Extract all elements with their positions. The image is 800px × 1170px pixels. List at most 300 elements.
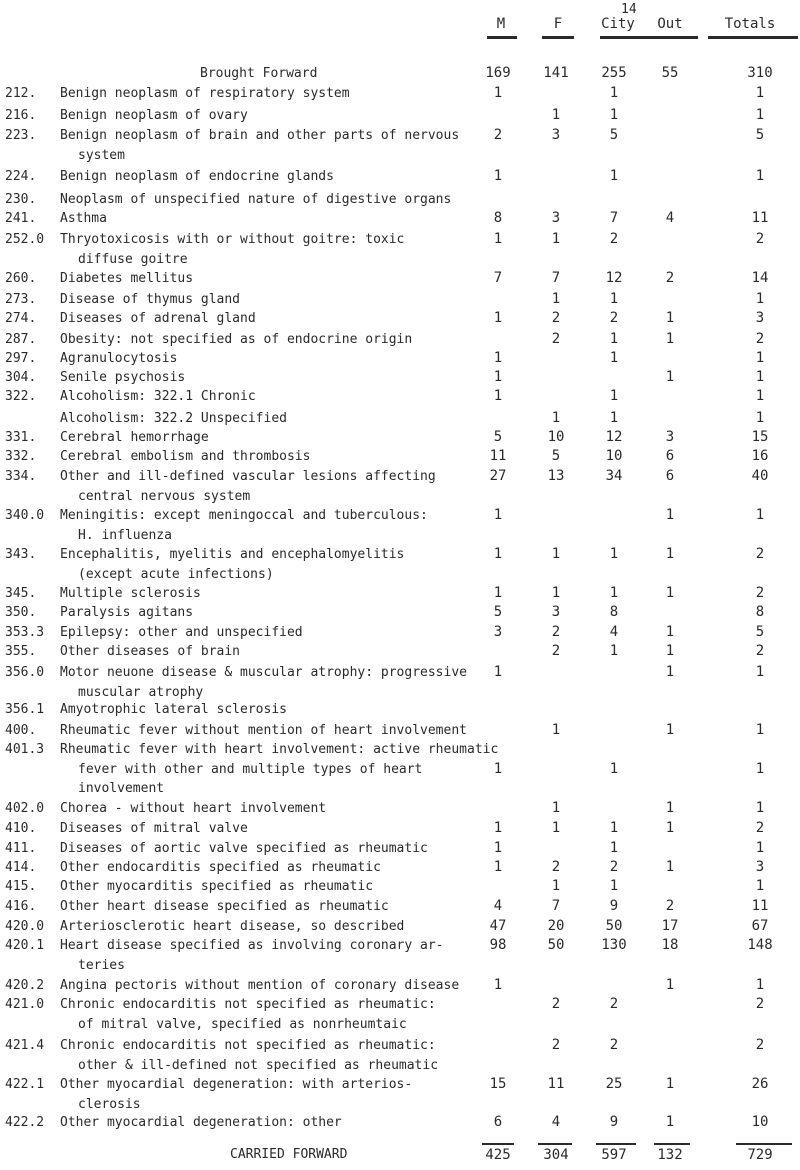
brought-forward-city: 255 [601,65,627,81]
footer-rule-out [654,1143,690,1145]
row-code: 356.1 [5,702,45,717]
row-code: 224. [5,169,37,184]
table-row [0,584,800,604]
cell-total: 1 [755,800,765,816]
cell-m: 1 [493,168,503,184]
table-row [0,877,800,897]
cell-m: 1 [493,820,503,836]
cell-f: 3 [551,210,561,226]
cell-f: 1 [551,410,561,426]
cell-out: 1 [665,820,675,836]
row-label: Chorea - without heart involvement [60,801,327,816]
cell-f: 7 [551,898,561,914]
cell-city: 1 [609,585,619,601]
row-code: 252.0 [5,232,45,247]
table-row [0,190,800,210]
row-label: Other heart disease specified as rheumatic [60,899,389,914]
cell-f: 10 [547,429,565,445]
cell-out: 1 [665,800,675,816]
table-row [0,995,800,1034]
cell-m: 6 [493,1114,503,1130]
cell-f: 1 [551,820,561,836]
row-label: Other and ill-defined vascular lesions affecting [60,469,436,484]
table-row [0,349,800,369]
footer-rule-m [482,1143,514,1145]
row-label: fever with other and multiple types of heart [78,761,423,777]
cell-m: 5 [493,429,503,445]
cell-city: 1 [609,85,619,101]
cell-out: 6 [665,448,675,464]
cell-city: 1 [609,410,619,426]
header-m: M [496,16,506,32]
footer-rule-total [736,1143,792,1145]
row-code: 422.1 [5,1077,45,1092]
cell-f: 11 [547,1076,565,1092]
row-code: 402.0 [5,801,45,816]
row-label: Angina pectoris without mention of coronary disease [60,978,460,993]
cell-m: 1 [493,231,503,247]
row-label: Chronic endocarditis not specified as rheumatic: [60,1038,436,1053]
cell-city: 12 [605,429,623,445]
cell-out: 1 [665,664,675,680]
cell-out: 1 [665,624,675,640]
table-row [0,467,800,506]
row-code: 332. [5,449,37,464]
cell-out: 1 [665,331,675,347]
cell-m: 1 [493,859,503,875]
row-code: 331. [5,430,37,445]
cell-city: 34 [605,468,623,484]
cell-city: 1 [609,107,619,123]
cell-f: 5 [551,448,561,464]
cell-total: 5 [755,624,765,640]
cell-total: 2 [755,231,765,247]
row-code: 273. [5,292,37,307]
row-code: 356.0 [5,665,45,680]
row-label: central nervous system [78,488,251,504]
row-label: Alcoholism: 322.1 Chronic [60,389,256,404]
row-label: Rheumatic fever without mention of heart involvement [60,723,467,738]
cell-total: 1 [755,664,765,680]
cell-total: 10 [751,1114,769,1130]
cell-total: 16 [751,448,769,464]
cell-city: 1 [609,168,619,184]
row-label: Chronic endocarditis not specified as rheumatic: [60,997,436,1012]
row-label: of mitral valve, specified as nonrheumtaic [78,1016,407,1032]
brought-forward-f: 141 [543,65,569,81]
cell-out: 1 [665,643,675,659]
cell-m: 1 [493,310,503,326]
cell-city: 9 [609,898,619,914]
cell-f: 1 [551,878,561,894]
cell-f: 2 [551,643,561,659]
table-row [0,642,800,662]
cell-city: 1 [609,546,619,562]
cell-city: 25 [605,1076,623,1092]
table-row [0,330,800,350]
cell-out: 2 [665,898,675,914]
row-code: 401.3 [5,742,45,757]
table-row [0,387,800,407]
row-label: Asthma [60,211,107,226]
row-code: 343. [5,547,37,562]
row-label: Other diseases of brain [60,644,241,659]
cell-city: 1 [609,760,619,777]
cell-m: 1 [493,546,503,562]
row-label: Diseases of aortic valve specified as rheumatic [60,841,428,856]
cell-m: 1 [493,664,503,680]
row-label: Epilepsy: other and unspecified [60,625,303,640]
cell-out: 1 [665,977,675,993]
row-code: 410. [5,821,37,836]
table-row [0,1075,800,1114]
row-code: 241. [5,211,37,226]
row-code: 416. [5,899,37,914]
cell-out: 1 [665,1114,675,1130]
cell-f: 1 [551,291,561,307]
header-rule-city-out [600,36,698,39]
row-label: teries [78,957,125,973]
table-row [0,623,800,643]
row-code: 304. [5,370,37,385]
row-code: 212. [5,86,37,101]
cell-total: 40 [751,468,769,484]
cell-total: 1 [755,107,765,123]
table-row [0,799,800,819]
table-row [0,309,800,329]
cell-total: 1 [755,388,765,404]
cell-f: 2 [551,1037,561,1053]
cell-f: 1 [551,107,561,123]
cell-m: 47 [489,918,507,934]
cell-out: 1 [665,1076,675,1092]
brought-forward-total: 310 [747,65,773,81]
cell-total: 2 [755,585,765,601]
cell-city: 12 [605,270,623,286]
row-code: 400. [5,723,37,738]
cell-total: 11 [751,210,769,226]
cell-f: 7 [551,270,561,286]
cell-total: 2 [755,546,765,562]
row-label: Heart disease specified as involving coronary ar- [60,938,444,953]
row-code: 355. [5,644,37,659]
row-label: Benign neoplasm of endocrine glands [60,169,334,184]
table-row [0,721,800,741]
row-label: Other myocarditis specified as rheumatic [60,879,374,894]
table-row [0,897,800,917]
table-row [0,858,800,878]
header-out: Out [657,16,683,32]
row-label: system [78,147,125,163]
cell-total: 2 [755,996,765,1012]
table-row [0,917,800,937]
row-label: Diseases of mitral valve [60,821,248,836]
row-code: 322. [5,389,37,404]
row-label: Multiple sclerosis [60,586,201,601]
header-city: City [601,16,635,32]
row-code: 353.3 [5,625,45,640]
cell-f: 20 [547,918,565,934]
cell-city: 2 [609,859,619,875]
cell-total: 1 [755,878,765,894]
row-label: muscular atrophy [78,684,204,700]
cell-f: 50 [547,937,565,953]
header-totals: Totals [724,16,776,32]
cell-city: 5 [609,127,619,143]
row-label: Rheumatic fever with heart involvement: active rheumatic [60,742,499,757]
row-label: Cerebral hemorrhage [60,430,209,445]
cell-m: 7 [493,270,503,286]
cell-city: 1 [609,820,619,836]
cell-m: 1 [493,388,503,404]
table-row [0,167,800,187]
cell-total: 67 [751,918,769,934]
table-row [0,976,800,996]
cell-total: 5 [755,127,765,143]
footer-rule-f [538,1143,572,1145]
row-label: Encephalitis, myelitis and encephalomyelitis [60,547,405,562]
row-code: 421.4 [5,1038,45,1053]
cell-city: 1 [609,291,619,307]
row-code: 420.1 [5,938,45,953]
cell-f: 3 [551,604,561,620]
cell-m: 1 [493,507,503,523]
cell-total: 1 [755,410,765,426]
row-code: 345. [5,586,37,601]
table-row [0,368,800,388]
row-code: 420.0 [5,919,45,934]
cell-m: 5 [493,604,503,620]
cell-total: 1 [755,977,765,993]
table-row [0,409,800,429]
row-code: 420.2 [5,978,45,993]
table-row [0,1036,800,1075]
table-row [0,447,800,467]
cell-f: 1 [551,800,561,816]
cell-total: 1 [755,840,765,856]
carried-forward-f: 304 [543,1147,569,1163]
cell-city: 10 [605,448,623,464]
row-code: 340.0 [5,508,45,523]
brought-forward-row [0,64,800,84]
carried-forward-city: 597 [601,1147,627,1163]
row-label: Alcoholism: 322.2 Unspecified [60,411,287,426]
cell-total: 1 [755,722,765,738]
cell-f: 1 [551,231,561,247]
cell-m: 15 [489,1076,507,1092]
cell-total: 3 [755,859,765,875]
cell-m: 98 [489,937,507,953]
row-code: 297. [5,351,37,366]
row-label: Other myocardial degeneration: with arterios- [60,1077,413,1092]
table-row [0,428,800,448]
row-code: 415. [5,879,37,894]
page-number: 14 [621,2,637,17]
cell-city: 1 [609,388,619,404]
row-label: Paralysis agitans [60,605,194,620]
cell-total: 1 [755,507,765,523]
cell-city: 7 [609,210,619,226]
row-label: Amyotrophic lateral sclerosis [60,702,287,717]
cell-f: 2 [551,859,561,875]
table-row [0,700,800,720]
row-label: Disease of thymus gland [60,292,241,307]
row-label: Thryotoxicosis with or without goitre: toxic [60,232,405,247]
cell-total: 1 [755,369,765,385]
row-code: 411. [5,841,37,856]
cell-city: 1 [609,643,619,659]
cell-out: 1 [665,722,675,738]
cell-total: 3 [755,310,765,326]
row-label: Motor neuone disease & muscular atrophy: progressive [60,665,467,680]
cell-city: 1 [609,840,619,856]
cell-f: 2 [551,996,561,1012]
cell-out: 1 [665,859,675,875]
footer-rule-city [596,1143,636,1145]
row-label: Obesity: not specified as of endocrine origin [60,332,413,347]
row-label: involvement [78,781,165,796]
table-row [0,506,800,545]
table-row [0,126,800,165]
cell-total: 2 [755,643,765,659]
cell-total: 1 [755,291,765,307]
cell-city: 9 [609,1114,619,1130]
cell-m: 1 [493,760,503,777]
row-label: diffuse goitre [78,251,188,267]
header-rule-f [542,36,574,39]
table-row [0,1113,800,1133]
cell-out: 17 [661,918,679,934]
header-rule-m [487,36,517,39]
row-code: 414. [5,860,37,875]
table-row [0,663,800,702]
cell-f: 2 [551,624,561,640]
cell-total: 2 [755,1037,765,1053]
cell-total: 148 [747,937,773,953]
cell-f: 2 [551,331,561,347]
table-row [0,839,800,859]
cell-city: 4 [609,624,619,640]
cell-out: 6 [665,468,675,484]
row-label: Other endocarditis specified as rheumatic [60,860,381,875]
cell-m: 27 [489,468,507,484]
cell-m: 1 [493,350,503,366]
cell-city: 1 [609,331,619,347]
cell-m: 11 [489,448,507,464]
table-row [0,545,800,584]
cell-f: 1 [551,546,561,562]
row-code: 350. [5,605,37,620]
cell-city: 1 [609,878,619,894]
cell-total: 1 [755,350,765,366]
table-row [0,740,800,799]
cell-out: 3 [665,429,675,445]
cell-city: 8 [609,604,619,620]
cell-city: 2 [609,231,619,247]
cell-f: 13 [547,468,565,484]
row-code: 287. [5,332,37,347]
cell-out: 1 [665,369,675,385]
cell-f: 3 [551,127,561,143]
cell-total: 11 [751,898,769,914]
cell-city: 1 [609,350,619,366]
cell-city: 130 [601,937,627,953]
cell-total: 2 [755,331,765,347]
cell-city: 2 [609,310,619,326]
cell-f: 2 [551,310,561,326]
header-rule-totals [708,36,798,39]
table-row [0,84,800,104]
row-label: Agranulocytosis [60,351,178,366]
row-label: other & ill-defined not specified as rheumatic [78,1057,439,1073]
row-code: 223. [5,128,37,143]
cell-m: 1 [493,85,503,101]
cell-out: 18 [661,937,679,953]
cell-out: 2 [665,270,675,286]
table-row [0,290,800,310]
row-code: 421.0 [5,997,45,1012]
cell-total: 14 [751,270,769,286]
cell-city: 50 [605,918,623,934]
row-label: H. influenza [78,527,172,543]
cell-m: 2 [493,127,503,143]
row-code: 274. [5,311,37,326]
cell-out: 1 [665,310,675,326]
row-label: (except acute infections) [78,566,274,582]
cell-out: 1 [665,585,675,601]
cell-f: 1 [551,585,561,601]
row-code: 216. [5,108,37,123]
table-row [0,603,800,623]
cell-f: 4 [551,1114,561,1130]
cell-m: 1 [493,977,503,993]
cell-m: 1 [493,369,503,385]
cell-m: 4 [493,898,503,914]
cell-city: 2 [609,1037,619,1053]
cell-total: 2 [755,820,765,836]
cell-m: 8 [493,210,503,226]
cell-m: 1 [493,840,503,856]
table-row [0,819,800,839]
carried-forward-m: 425 [485,1147,511,1163]
cell-total: 8 [755,604,765,620]
row-code: 230. [5,192,37,207]
header-f: F [553,16,563,32]
row-code: 422.2 [5,1115,45,1130]
row-label: Senile psychosis [60,370,186,385]
row-label: Cerebral embolism and thrombosis [60,449,311,464]
row-label: Other myocardial degeneration: other [60,1115,342,1130]
cell-m: 3 [493,624,503,640]
cell-city: 2 [609,996,619,1012]
carried-forward-total: 729 [747,1147,773,1163]
table-row [0,936,800,975]
brought-forward-m: 169 [485,65,511,81]
cell-out: 4 [665,210,675,226]
cell-total: 1 [755,760,765,777]
row-label: Meningitis: except meningoccal and tuberculous: [60,508,428,523]
row-label: Arteriosclerotic heart disease, so described [60,919,405,934]
cell-total: 1 [755,85,765,101]
table-row [0,230,800,269]
row-label: Benign neoplasm of ovary [60,108,248,123]
cell-total: 15 [751,429,769,445]
row-label: Diabetes mellitus [60,271,194,286]
cell-total: 26 [751,1076,769,1092]
row-label: Benign neoplasm of brain and other parts of nervous [60,128,460,143]
cell-out: 1 [665,507,675,523]
carried-forward-label: CARRIED FORWARD [230,1147,348,1162]
